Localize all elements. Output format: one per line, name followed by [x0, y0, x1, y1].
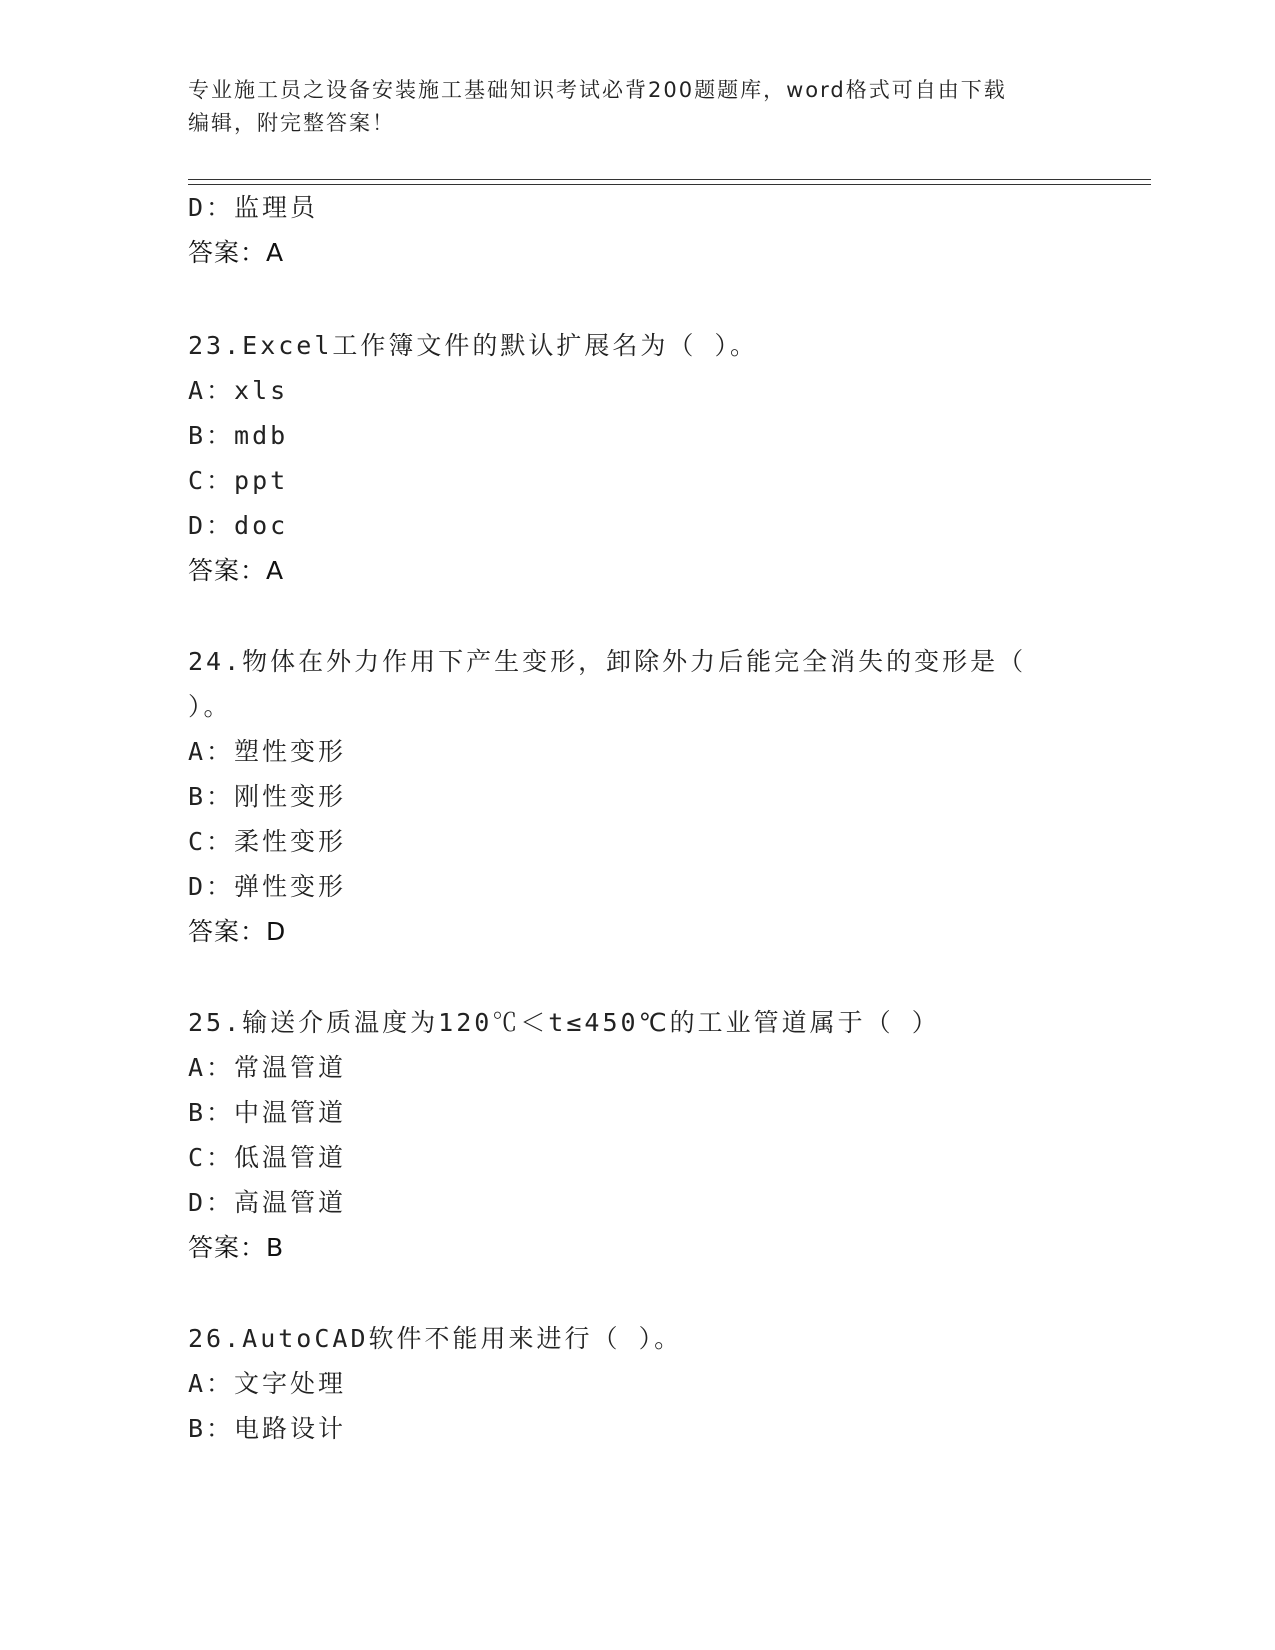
q24-option-b: B：刚性变形: [188, 782, 347, 811]
q24-stem-continued: ）。: [188, 692, 232, 721]
q23-option-a: A：xls: [188, 376, 289, 405]
q25-answer: 答案：B: [188, 1233, 285, 1262]
q25-option-b: B：中温管道: [188, 1098, 347, 1127]
header-title-line-2: 编辑，附完整答案！: [188, 111, 395, 135]
document-header: [188, 74, 1068, 140]
q25-option-c: C：低温管道: [188, 1143, 347, 1172]
q22-answer: 答案：A: [188, 238, 285, 267]
q24-stem: 24.物体在外力作用下产生变形，卸除外力后能完全消失的变形是（: [188, 647, 1027, 676]
q23-option-c: C：ppt: [188, 466, 289, 495]
q23-stem: 23.Excel工作簿文件的默认扩展名为（ ）。: [188, 331, 758, 360]
q26-option-b: B：电路设计: [188, 1414, 347, 1443]
q25-option-a: A：常温管道: [188, 1053, 347, 1082]
q25-stem: 25.输送介质温度为120℃＜t≤450℃的工业管道属于（ ）: [188, 1008, 940, 1037]
header-divider-top: [188, 179, 1151, 180]
q24-option-d: D：弹性变形: [188, 872, 347, 901]
q23-option-d: D：doc: [188, 511, 289, 540]
q26-option-a: A：文字处理: [188, 1369, 347, 1398]
q23-option-b: B：mdb: [188, 421, 289, 450]
header-title-line-1: 专业施工员之设备安装施工基础知识考试必背200题题库，word格式可自由下载: [188, 78, 1007, 102]
header-divider-bottom: [188, 184, 1151, 185]
q22-option-d: D：监理员: [188, 193, 319, 222]
q25-option-d: D：高温管道: [188, 1188, 347, 1217]
q24-option-a: A：塑性变形: [188, 737, 347, 766]
q24-option-c: C：柔性变形: [188, 827, 347, 856]
q23-answer: 答案：A: [188, 556, 285, 585]
q24-answer: 答案：D: [188, 917, 287, 946]
q26-stem: 26.AutoCAD软件不能用来进行（ ）。: [188, 1324, 683, 1353]
